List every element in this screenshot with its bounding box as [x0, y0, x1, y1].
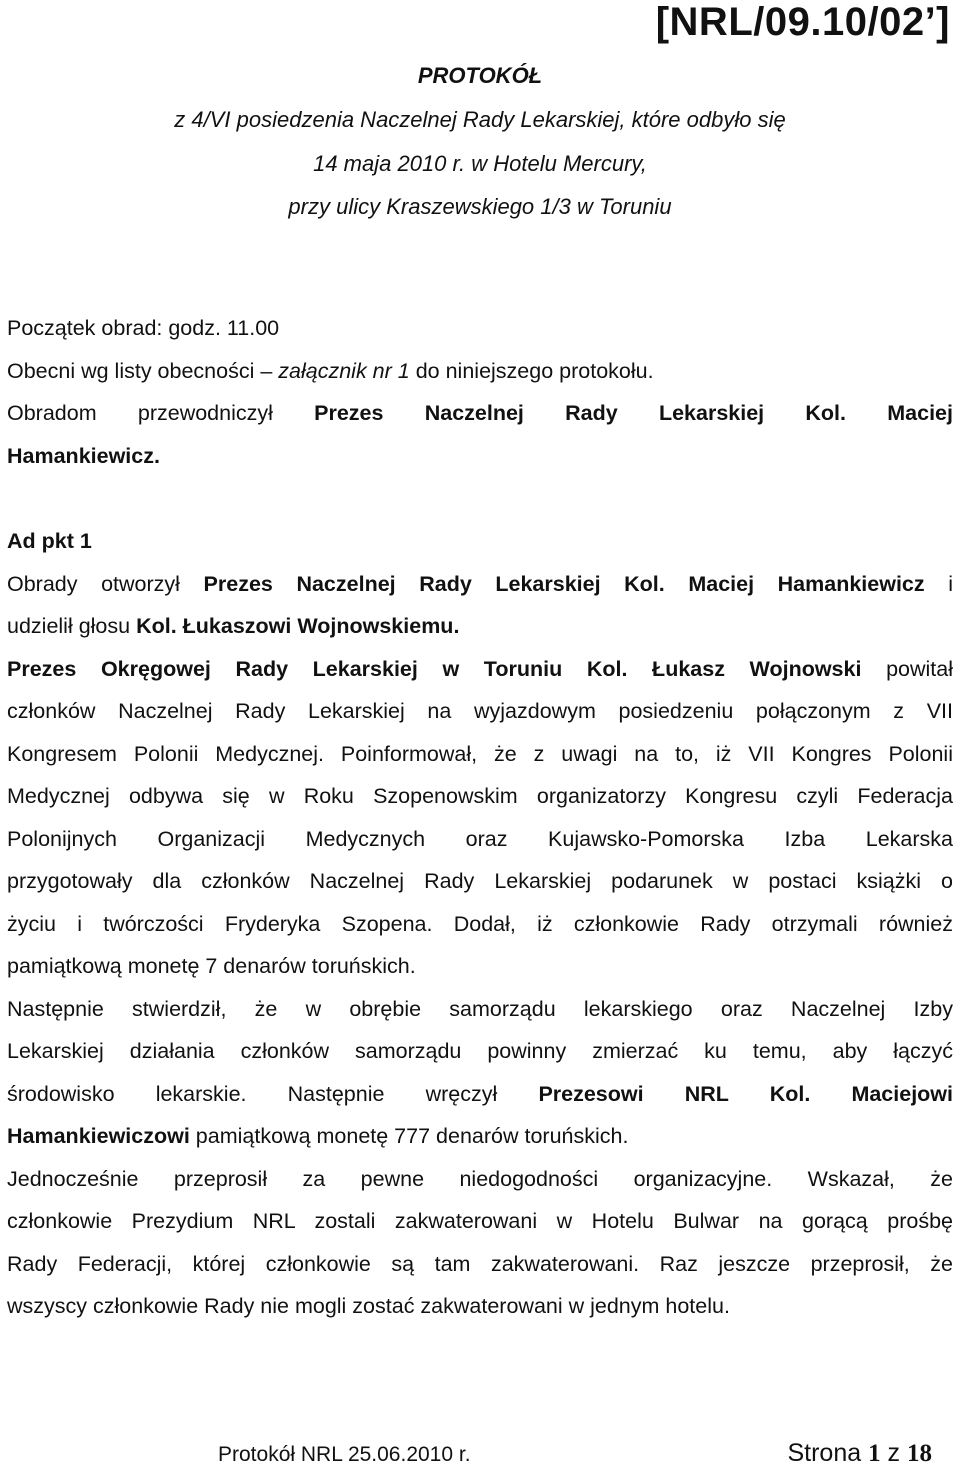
paragraph-line: Następnie stwierdził, że w obrębie samorządu lekarskiego oraz Naczelnej Izby [7, 996, 953, 1021]
header-line-2: 14 maja 2010 r. w Hotelu Mercury, [313, 151, 647, 176]
chair-line-cont: Hamankiewicz. [7, 443, 160, 468]
paragraph-line: udzielił głosu Kol. Łukaszowi Wojnowskiemu. [7, 614, 460, 638]
section-ad-pkt-1 [7, 520, 953, 1328]
paragraph-line: życiu i twórczości Fryderyka Szopena. Dodał, iż członkowie Rady otrzymali również [7, 911, 953, 936]
footer-protocol-label: Protokół NRL 25.06.2010 r. [218, 1443, 471, 1466]
paragraph-line: wszyscy członkowie Rady nie mogli zostać zakwaterowani w jednym hotelu. [7, 1294, 730, 1318]
attachment-link[interactable]: załącznik nr 1 [278, 358, 410, 383]
page-number: Strona 1 z 18 [787, 1439, 932, 1467]
start-time: Początek obrad: godz. 11.00 [7, 316, 280, 340]
paragraph-line: Kongresem Polonii Medycznej. Poinformował, że z uwagi na to, iż VII Kongres Polonii [7, 741, 953, 766]
document-title: PROTOKÓŁ [417, 63, 543, 88]
paragraph-line: Jednocześnie przeprosił za pewne niedogodności organizacyjne. Wskazał, że [7, 1166, 953, 1191]
paragraph-line: pamiątkową monetę 7 denarów toruńskich. [7, 954, 416, 978]
paragraph-line: Lekarskiej działania członków samorządu powinny zmierzać ku temu, aby łączyć [7, 1039, 953, 1063]
paragraph-line: Obrady otworzył Prezes Naczelnej Rady Lekarskiej Kol. Maciej Hamankiewicz i [7, 571, 953, 596]
chair-line: Obradom przewodniczył Prezes Naczelnej Rady Lekarskiej Kol. Maciej [7, 401, 953, 425]
paragraph-line: przygotowały dla członków Naczelnej Rady Lekarskiej podarunek w postaci książki o [7, 869, 953, 893]
intro-block [7, 307, 953, 477]
attendance-line: Obecni wg listy obecności – załącznik nr 1 do niniejszego protokołu. [7, 358, 654, 383]
section-heading: Ad pkt 1 [7, 529, 92, 553]
paragraph-line: środowisko lekarskie. Następnie wręczył Prezesowi NRL Kol. Maciejowi [7, 1081, 953, 1106]
page-footer [0, 1435, 960, 1475]
paragraph-line: Prezes Okręgowej Rady Lekarskiej w Toruniu Kol. Łukasz Wojnowski powitał [7, 656, 953, 681]
paragraph-line: Polonijnych Organizacji Medycznych oraz Kujawsko-Pomorska Izba Lekarska [7, 826, 953, 851]
paragraph-line: Rady Federacji, której członkowie są tam zakwaterowani. Raz jeszcze przeprosił, że [7, 1251, 953, 1276]
paragraph-line: Medycznej odbywa się w Roku Szopenowskim organizatorzy Kongresu czyli Federacja [7, 784, 953, 808]
paragraph-line: członkowie Prezydium NRL zostali zakwaterowani w Hotelu Bulwar na gorącą prośbę [7, 1209, 953, 1233]
header-line-1: z 4/VI posiedzenia Naczelnej Rady Lekarskiej, które odbyło się [174, 107, 786, 132]
document-reference: [NRL/09.10/02’] [655, 0, 950, 44]
paragraph-line: członków Naczelnej Rady Lekarskiej na wyjazdowym posiedzeniu połączonym z VII [7, 699, 953, 723]
header-line-3: przy ulicy Kraszewskiego 1/3 w Toruniu [288, 194, 672, 219]
paragraph-line: Hamankiewiczowi pamiątkową monetę 777 denarów toruńskich. [7, 1124, 629, 1148]
